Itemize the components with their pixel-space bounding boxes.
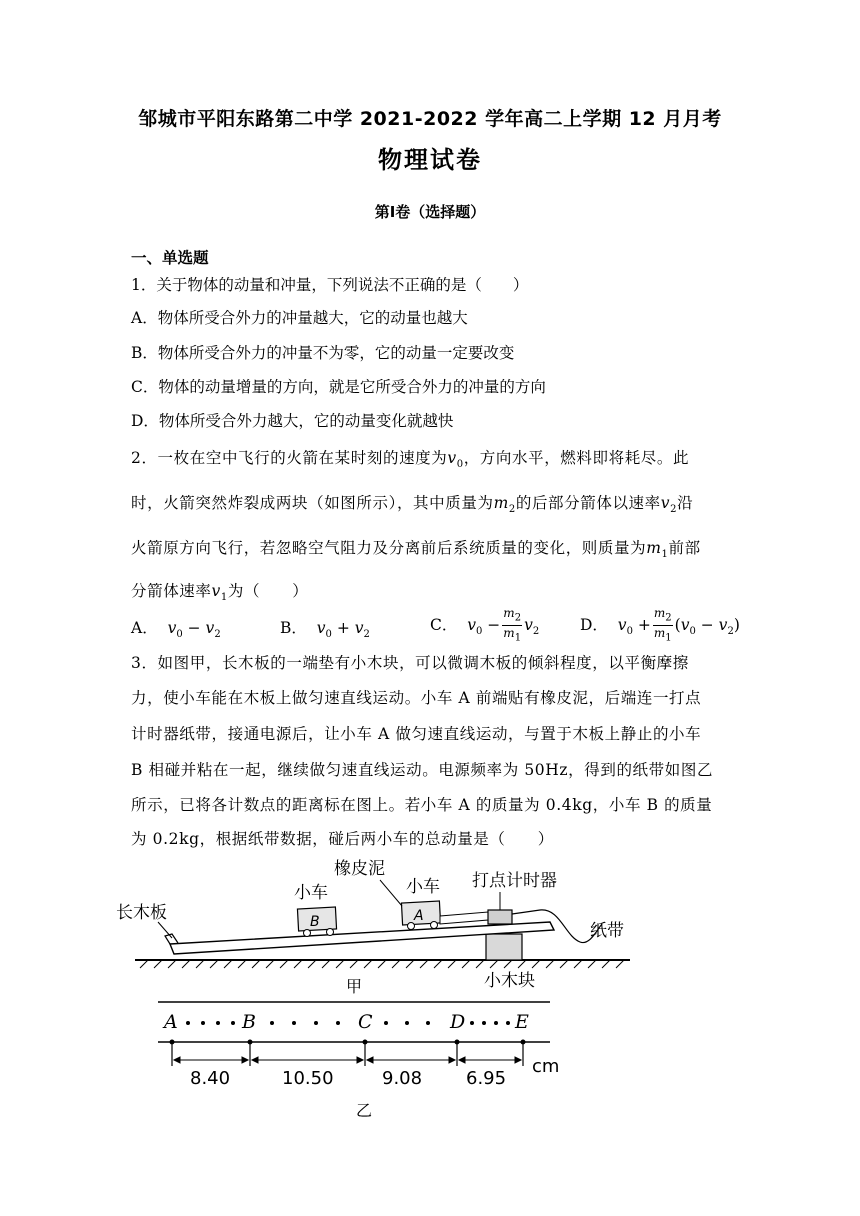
label-tape: 纸带	[590, 921, 624, 941]
point-label-c: C	[358, 1011, 373, 1033]
experiment-figure	[110, 846, 650, 1126]
q2-line-1: 2．一枚在空中飞行的火箭在某时刻的速度为$v_0$，方向水平，燃料即将耗尽。此	[131, 449, 690, 471]
q2-option-c: C． $v_0$ − $\frac{m_2}{m_1}$ $v_2$	[430, 606, 540, 644]
point-label-d: D	[450, 1011, 466, 1033]
q2-option-a: A． $v_0 - v_2$	[131, 619, 221, 641]
volume-title: 第Ⅰ卷（选择题）	[374, 203, 486, 221]
q3-line-1: 3．如图甲，长木板的一端垫有小木块，可以微调木板的倾斜程度，以平衡摩擦	[131, 654, 689, 672]
q2-line-2: 时，火箭突然炸裂成两块（如图所示），其中质量为$m_2$的后部分箭体以速率$v_2$沿	[131, 494, 694, 516]
q3-line-2: 力，使小车能在木板上做匀速直线运动。小车 A 前端贴有橡皮泥，后端连一打点	[131, 689, 702, 707]
label-putty: 橡皮泥	[334, 859, 385, 879]
exam-school-title: 邹城市平阳东路第二中学 2021-2022 学年高二上学期 12 月月考	[138, 108, 722, 130]
tape-tick-marks	[172, 1042, 523, 1066]
distance-bc: 10.50	[282, 1068, 334, 1089]
label-cart-a: 小车	[406, 877, 440, 897]
ground-hatching	[140, 960, 624, 968]
q2-line-3: 火箭原方向飞行，若忽略空气阻力及分离前后系统质量的变化，则质量为$m_1$前部	[131, 539, 701, 561]
dot-timer	[488, 910, 512, 924]
small-wooden-block	[486, 934, 522, 960]
point-label-a: A	[164, 1011, 178, 1033]
distance-unit: cm	[532, 1056, 560, 1077]
cart-a-letter: A	[414, 908, 424, 924]
distance-cd: 9.08	[382, 1068, 423, 1089]
label-yi: 乙	[356, 1101, 373, 1120]
distance-ab: 8.40	[190, 1068, 231, 1089]
q1-stem: 1．关于物体的动量和冲量，下列说法不正确的是（ ）	[131, 276, 529, 294]
q1-option-d: D．物体所受合外力越大，它的动量变化就越快	[131, 412, 454, 430]
label-long-board: 长木板	[116, 903, 167, 923]
section-title: 一、单选题	[131, 249, 209, 267]
label-jia: 甲	[346, 977, 363, 996]
q2-line-4: 分箭体速率$v_1$为（ ）	[131, 582, 309, 604]
q3-line-4: B 相碰并粘在一起，继续做匀速直线运动。电源频率为 50Hz，得到的纸带如图乙	[131, 761, 714, 779]
cart-b-letter: B	[310, 914, 320, 930]
label-cart-b: 小车	[294, 883, 328, 903]
q3-line-6: 为 0.2kg，根据纸带数据，碰后两小车的总动量是（ ）	[131, 830, 554, 848]
point-label-b: B	[242, 1011, 256, 1033]
tape-dots	[170, 1021, 526, 1045]
dimension-arrows	[174, 1057, 521, 1063]
q2-option-b: B． $v_0 + v_2$	[280, 619, 370, 641]
label-small-block: 小木块	[484, 971, 535, 991]
q1-option-b: B．物体所受合外力的冲量不为零，它的动量一定要改变	[131, 344, 515, 362]
leader-putty	[380, 880, 402, 906]
q1-option-c: C．物体的动量增量的方向，就是它所受合外力的冲量的方向	[131, 378, 546, 396]
label-timer: 打点计时器	[472, 871, 557, 891]
board-end-stop	[165, 934, 178, 944]
q1-option-a: A．物体所受合外力的冲量越大，它的动量也越大	[131, 309, 468, 327]
paper-tape-segment	[440, 912, 488, 924]
exam-subject-title: 物理试卷	[378, 146, 482, 174]
point-label-e: E	[515, 1011, 529, 1033]
q3-line-5: 所示，已将各计数点的距离标在图上。若小车 A 的质量为 0.4kg，小车 B 的质量	[131, 796, 713, 814]
distance-de: 6.95	[466, 1068, 507, 1089]
q3-line-3: 计时器纸带，接通电源后，让小车 A 做匀速直线运动，与置于木板上静止的小车	[131, 725, 702, 743]
q2-option-d: D． $v_0$ + $\frac{m_2}{m_1}$ $(v_0 - v_2)$	[580, 606, 740, 644]
